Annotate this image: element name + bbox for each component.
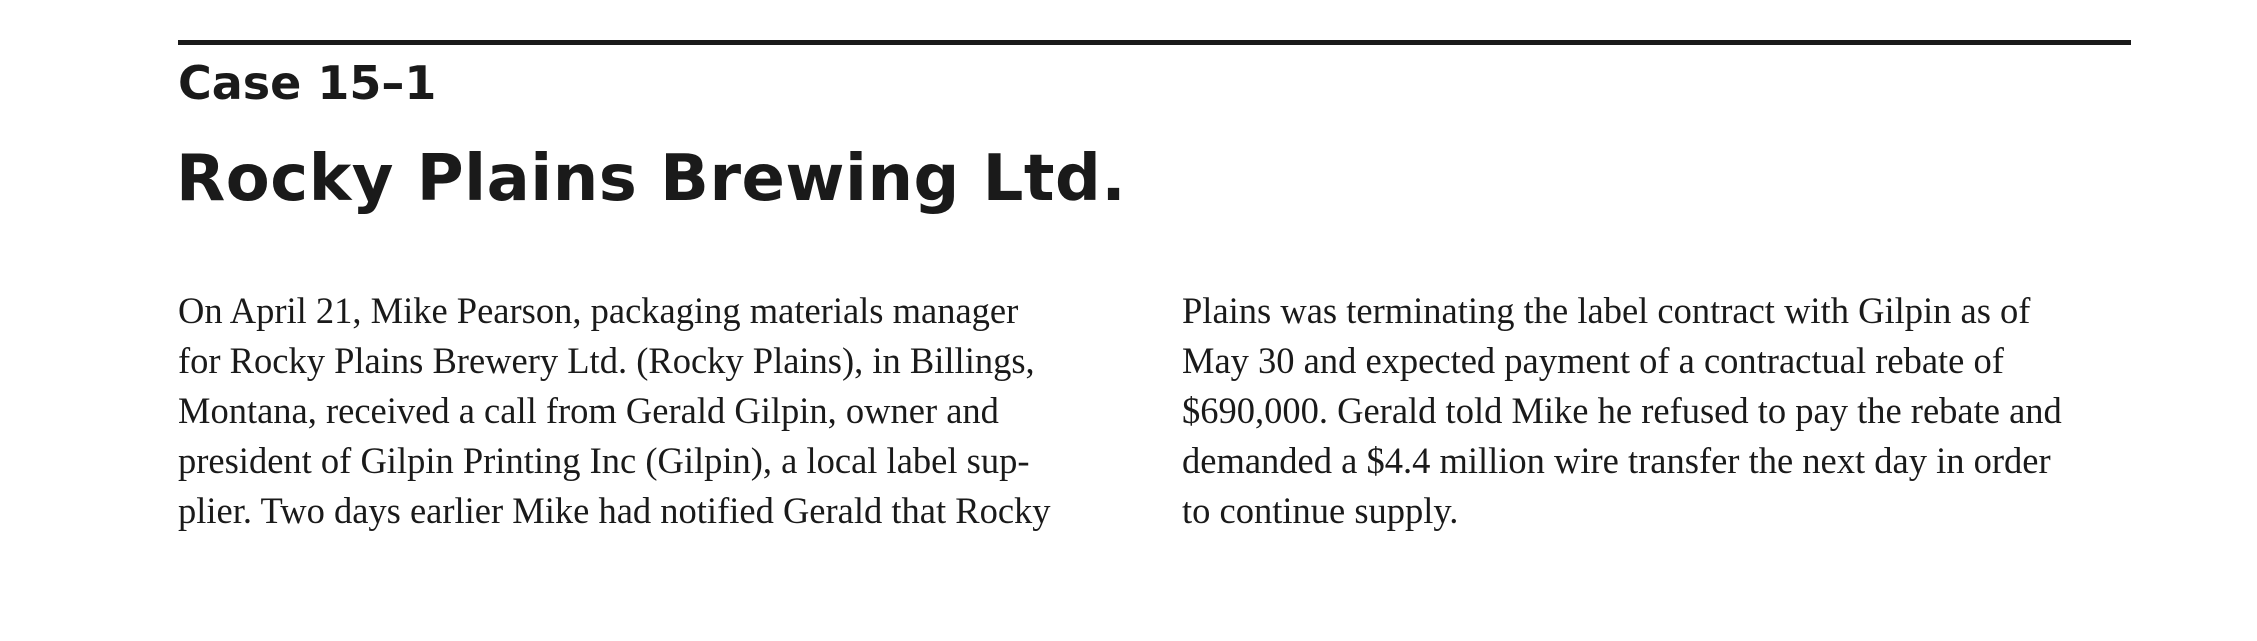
text-line: Montana, received a call from Gerald Gilpin, owner and <box>178 390 999 431</box>
case-title: Rocky Plains Brewing Ltd. <box>176 142 1127 216</box>
text-line: plier. Two days earlier Mike had notified Gerald that Rocky <box>178 490 1051 531</box>
body-column-left <box>178 286 1130 536</box>
header-rule <box>178 40 2131 45</box>
text-line: May 30 and expected payment of a contractual rebate of <box>1182 340 2004 381</box>
text-line: Plains was terminating the label contract with Gilpin as of <box>1182 290 2031 331</box>
text-line: president of Gilpin Printing Inc (Gilpin), a local label sup- <box>178 440 1030 481</box>
text-line: to continue supply. <box>1182 490 1459 531</box>
text-line: $690,000. Gerald told Mike he refused to pay the rebate and <box>1182 390 2062 431</box>
text-line: demanded a $4.4 million wire transfer the next day in order <box>1182 440 2051 481</box>
text-line: On April 21, Mike Pearson, packaging materials manager <box>178 290 1019 331</box>
case-number: Case 15–1 <box>178 56 437 110</box>
body-column-right <box>1182 286 2134 536</box>
text-line: for Rocky Plains Brewery Ltd. (Rocky Plains), in Billings, <box>178 340 1035 381</box>
